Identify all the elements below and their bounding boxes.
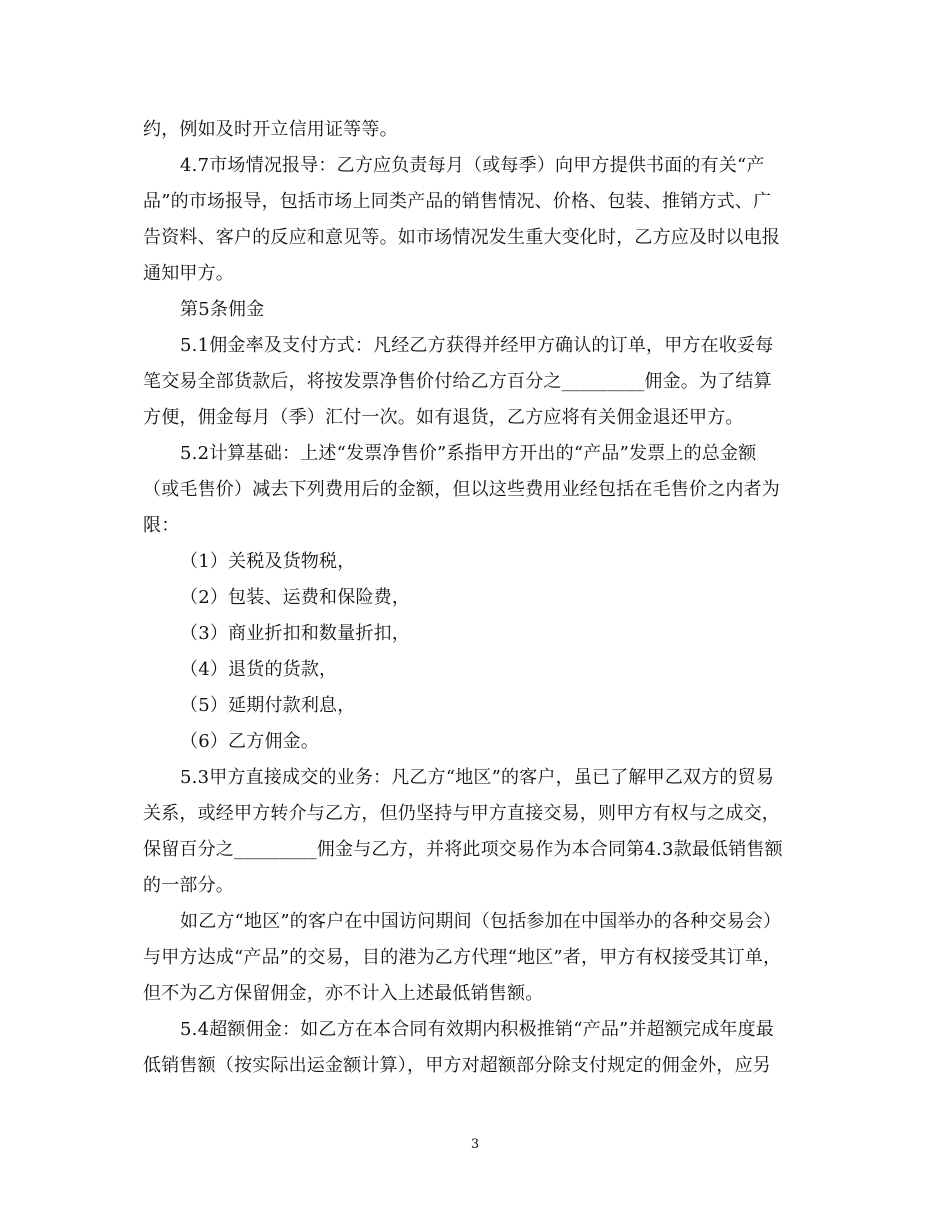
text-line: 5.3甲方直接成交的业务：凡乙方“地区”的客户，虽已了解甲乙双方的贸易	[180, 767, 775, 788]
text-line: 低销售额（按实际出运金额计算），甲方对超额部分除支付规定的佣金外，应另	[143, 1055, 771, 1076]
text-line: 保留百分之_________佣金与乙方，并将此项交易作为本合同第4.3款最低销售额	[143, 839, 783, 860]
list-item: （6）乙方佣金。	[180, 731, 320, 752]
body-text	[143, 112, 807, 1084]
text-line: 笔交易全部货款后，将按发票净售价付给乙方百分之_________佣金。为了结算	[143, 371, 772, 392]
list-item: （5）延期付款利息，	[180, 695, 356, 716]
list-item: （2）包装、运费和保险费，	[180, 587, 411, 608]
list-item: （4）退货的货款，	[180, 659, 338, 680]
text-line: 但不为乙方保留佣金，亦不计入上述最低销售额。	[143, 983, 544, 1004]
list-item: （1）关税及货物税，	[180, 551, 356, 572]
section-heading: 第5条佣金	[180, 299, 265, 320]
text-line: 约，例如及时开立信用证等等。	[143, 119, 398, 140]
list-item: （3）商业折扣和数量折扣，	[180, 623, 411, 644]
text-line: 通知甲方。	[143, 263, 234, 284]
text-line: 品”的市场报导，包括市场上同类产品的销售情况、价格、包装、推销方式、广	[143, 191, 772, 212]
text-line: 的一部分。	[143, 875, 234, 896]
text-line: 5.4超额佣金：如乙方在本合同有效期内积极推销“产品”并超额完成年度最	[180, 1019, 775, 1040]
page-number: 3	[470, 1137, 480, 1152]
text-line: 告资料、客户的反应和意见等。如市场情况发生重大变化时，乙方应及时以电报	[143, 227, 780, 248]
text-line: 方便，佣金每月（季）汇付一次。如有退货，乙方应将有关佣金退还甲方。	[143, 407, 744, 428]
text-line: 5.1佣金率及支付方式：凡经乙方获得并经甲方确认的订单，甲方在收妥每	[180, 335, 774, 356]
text-line: 如乙方“地区”的客户在中国访问期间（包括参加在中国举办的各种交易会）	[180, 911, 782, 932]
text-line: （或毛售价）减去下列费用后的金额，但以这些费用业经包括在毛售价之内者为	[143, 479, 780, 500]
text-line: 4.7市场情况报导：乙方应负责每月（或每季）向甲方提供书面的有关“产	[180, 155, 765, 176]
text-line: 限：	[143, 515, 180, 536]
text-line: 5.2计算基础：上述“发票净售价”系指甲方开出的“产品”发票上的总金额	[180, 443, 757, 464]
text-line: 与甲方达成“产品”的交易，目的港为乙方代理“地区”者，甲方有权接受其订单，	[143, 947, 782, 968]
text-line: 关系，或经甲方转介与乙方，但仍坚持与甲方直接交易，则甲方有权与之成交，	[143, 803, 780, 824]
